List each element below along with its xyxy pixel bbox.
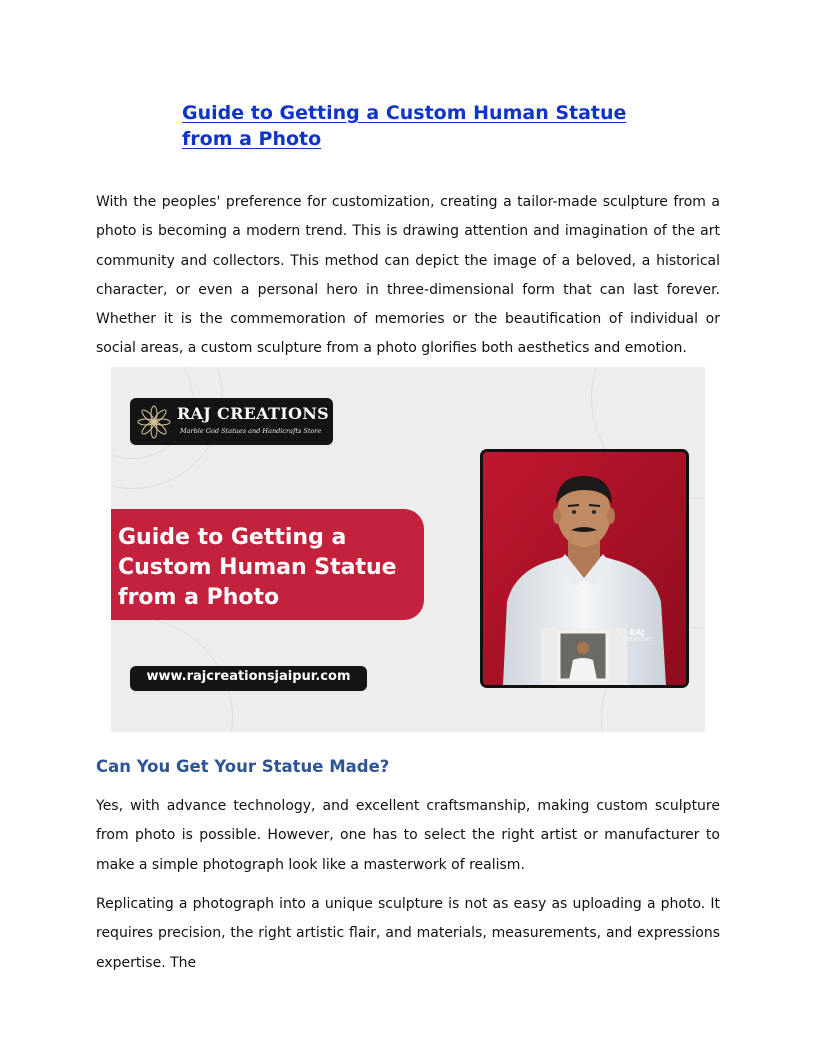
brand-tagline: Marble God Statues and Handicrafts Store <box>180 427 322 435</box>
banner-headline-box <box>111 509 424 620</box>
website-url: www.rajcreationsjaipur.com <box>146 669 351 684</box>
banner-image <box>111 367 705 732</box>
body-paragraph-2: Replicating a photograph into a unique sculpture is not as easy as uploading a photo. It requires precision, the right artistic flair, and materials, measurements, and expressions expertise. The <box>96 896 720 971</box>
document-title-link[interactable]: Guide to Getting a Custom Human Statue from a Photo <box>182 102 627 150</box>
website-url-pill <box>130 666 367 691</box>
watermark-line-1: RAJ <box>629 628 645 637</box>
lotus-mandala-icon <box>136 404 172 440</box>
intro-paragraph: With the peoples' preference for customization, creating a tailor-made sculpture from a photo is becoming a modern trend. This is drawing attention and imagination of the art community and collectors. This method can depict the image of a beloved, a historical character, or even a personal hero in three-dimensional form that can last forever. Whether it is the commemoration of memories or the beautification of individual or social areas, a custom sculpture from a photo glorifies both aesthetics and emotion. <box>96 194 720 357</box>
section-heading: Can You Get Your Statue Made? <box>96 757 390 776</box>
statue-photo <box>480 449 689 688</box>
brand-logo <box>130 398 333 445</box>
watermark <box>619 628 655 643</box>
body-paragraph-1: Yes, with advance technology, and excellent craftsmanship, making custom sculpture from photo is possible. However, one has to select the right artist or manufacturer to make a simple photograph look like a masterwork of realism. <box>96 798 720 873</box>
banner-headline: Guide to Getting a Custom Human Statue from a Photo <box>118 525 397 610</box>
statue-bust-illustration <box>483 452 686 685</box>
brand-name: RAJ CREATIONS <box>177 404 330 423</box>
watermark-line-2: CREATIONS <box>622 637 652 643</box>
